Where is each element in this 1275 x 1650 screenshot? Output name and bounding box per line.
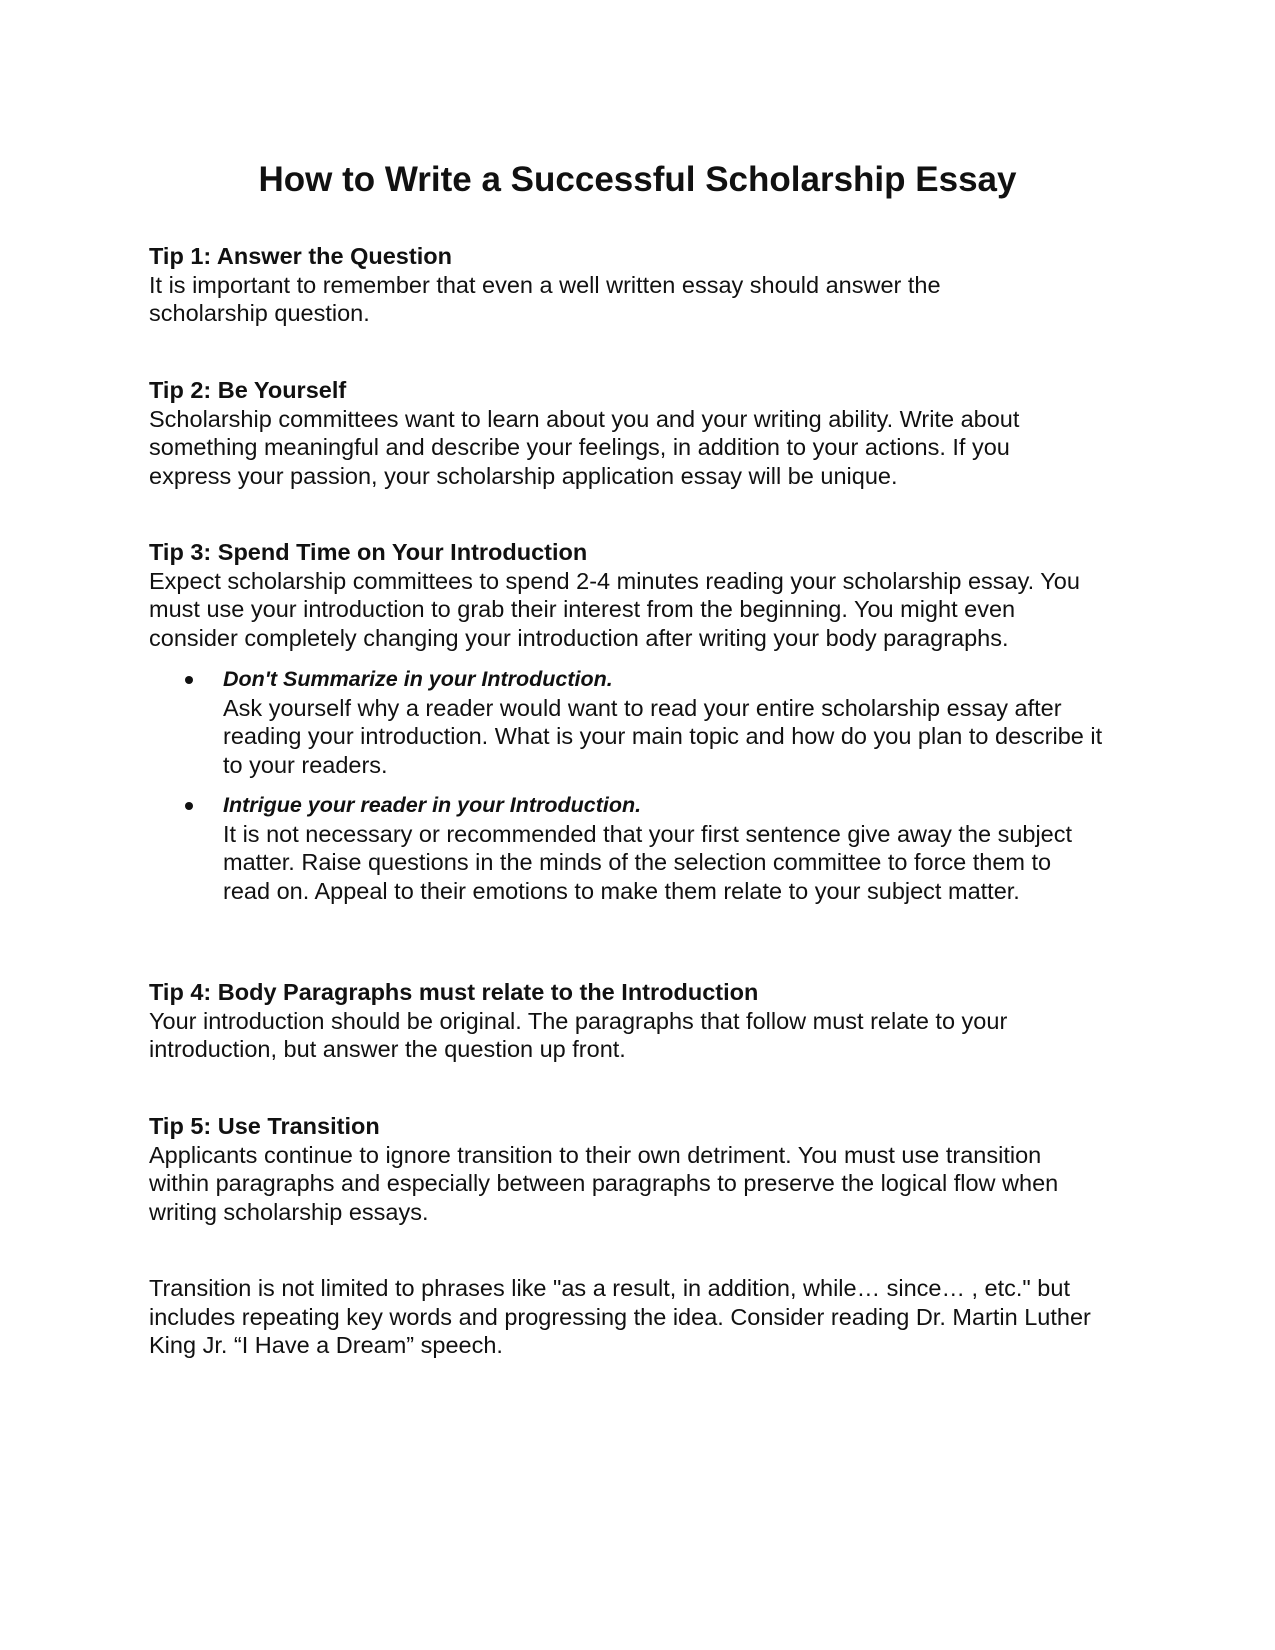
bullet-heading: Don't Summarize in your Introduction. [223, 667, 613, 691]
tip-1-body: It is important to remember that even a well written essay should answer the scholarship question. [149, 271, 941, 326]
closing-paragraph: Transition is not limited to phrases like "as a result, in addition, while… since… , etc." but includes repeating key words and progressing the idea. Consider reading Dr. Martin Luther King Jr. “I Have a Dream” speech. [149, 1275, 1091, 1358]
bullet-body: Ask yourself why a reader would want to read your entire scholarship essay after reading your introduction. What is your main topic and how do you plan to describe it to your readers. [223, 694, 1103, 778]
tip-2-heading: Tip 2: Be Yourself [149, 377, 347, 403]
tip-2-section [149, 376, 1149, 490]
bullet-item [149, 791, 1129, 905]
tip-5-heading: Tip 5: Use Transition [149, 1113, 380, 1139]
tip-3-bullet-list [149, 665, 1129, 905]
tip-2-body: Scholarship committees want to learn about you and your writing ability. Write about something meaningful and describe your feelings, in addition to your actions. If you express your passion, your scholarship application essay will be unique. [149, 405, 1020, 489]
tip-4-section [149, 978, 1149, 1064]
tip-5-body: Applicants continue to ignore transition to their own detriment. You must use transition within paragraphs and especially between paragraphs to preserve the logical flow when writing scholarship essays. [149, 1141, 1059, 1225]
tip-3-heading: Tip 3: Spend Time on Your Introduction [149, 539, 588, 565]
bullet-body: It is not necessary or recommended that your first sentence give away the subject matter. Raise questions in the minds of the selection committee to force them to read on. Appeal to their emotions to make them relate to your subject matter. [223, 820, 1073, 904]
tip-3-section [149, 538, 1149, 652]
document-title: How to Write a Successful Scholarship Essay [258, 160, 1017, 199]
tip-4-body: Your introduction should be original. The paragraphs that follow must relate to your introduction, but answer the question up front. [149, 1007, 1008, 1062]
bullet-dot-icon [185, 802, 193, 810]
tip-3-body: Expect scholarship committees to spend 2-4 minutes reading your scholarship essay. You must use your introduction to grab their interest from the beginning. You might even consider completely changing your introduction after writing your body paragraphs. [149, 567, 1080, 651]
bullet-dot-icon [185, 676, 193, 684]
tip-4-heading: Tip 4: Body Paragraphs must relate to the Introduction [149, 979, 759, 1005]
closing-section [149, 1274, 1149, 1360]
tip-1-section [149, 242, 1149, 328]
tip-1-heading: Tip 1: Answer the Question [149, 243, 452, 269]
bullet-item [149, 665, 1129, 779]
bullet-heading: Intrigue your reader in your Introduction. [223, 793, 642, 817]
tip-5-section [149, 1112, 1149, 1226]
